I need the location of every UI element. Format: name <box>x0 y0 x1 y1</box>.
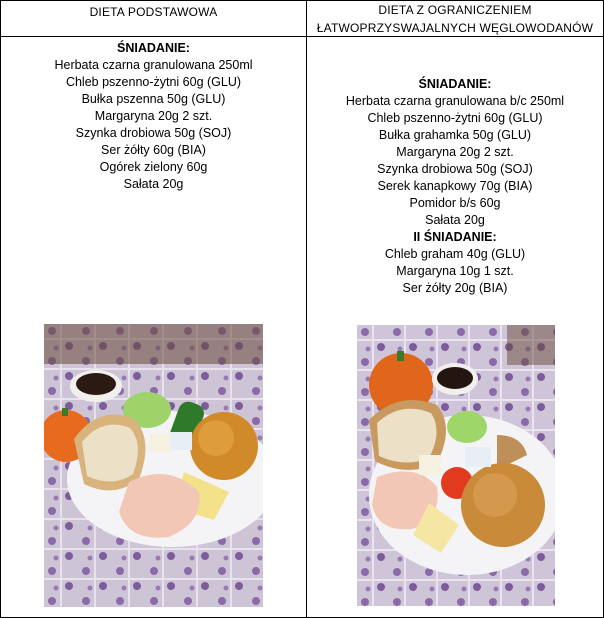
meal-photo-diabetic <box>357 325 555 606</box>
menu-item: Margaryna 10g 1 szt. <box>396 264 514 278</box>
meal-photo-basic <box>44 324 263 607</box>
right-menu <box>307 76 603 297</box>
menu-item: Bułka pszenna 50g (GLU) <box>81 92 226 106</box>
section-title: ŚNIADANIE: <box>117 41 190 55</box>
menu-item: Chleb pszenno-żytni 60g (GLU) <box>65 75 242 89</box>
menu-item: Ser żółty 20g (BIA) <box>402 281 508 295</box>
header-basic-diet: DIETA PODSTAWOWA <box>89 5 218 19</box>
menu-item: Chleb graham 40g (GLU) <box>384 247 526 261</box>
menu-item: Pomidor b/s 60g <box>409 196 501 210</box>
left-menu <box>1 40 306 193</box>
section-title: ŚNIADANIE: <box>418 77 492 91</box>
menu-item: Sałata 20g <box>123 177 184 191</box>
menu-item: Margaryna 20g 2 szt. <box>94 109 213 123</box>
header-restricted-line1: DIETA Z OGRANICZENIEM <box>378 3 532 17</box>
menu-item: Ser żółty 60g (BIA) <box>101 143 206 157</box>
menu-item: Szynka drobiowa 50g (SOJ) <box>377 162 533 176</box>
header-restricted-line2: ŁATWOPRZYSWAJALNYCH WĘGLOWODANÓW <box>316 21 594 35</box>
menu-item: Szynka drobiowa 50g (SOJ) <box>75 126 232 140</box>
header-restricted-diet <box>307 1 603 37</box>
menu-item: Serek kanapkowy 70g (BIA) <box>377 179 533 193</box>
menu-item: Herbata czarna granulowana b/c 250ml <box>345 94 565 108</box>
menu-item: Herbata czarna granulowana 250ml <box>54 58 253 72</box>
menu-item: Margaryna 20g 2 szt. <box>396 145 514 159</box>
section-title: II ŚNIADANIE: <box>413 230 497 244</box>
menu-item: Bułka grahamka 50g (GLU) <box>378 128 532 142</box>
menu-item: Sałata 20g <box>425 213 485 227</box>
menu-item: Chleb pszenno-żytni 60g (GLU) <box>367 111 543 125</box>
menu-item: Ogórek zielony 60g <box>99 160 208 174</box>
